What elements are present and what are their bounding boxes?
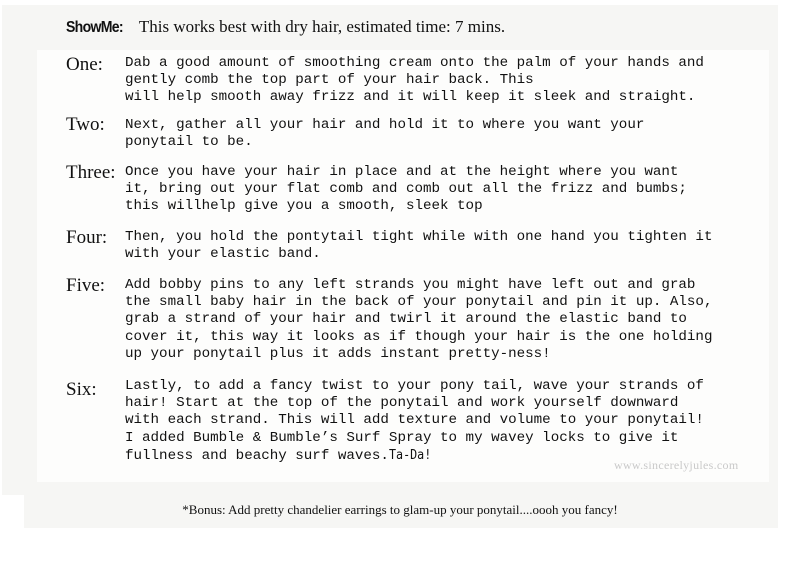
step-line: I added Bumble & Bumble’s Surf Spray to my wavey locks to give it	[125, 429, 679, 446]
step-six-text	[125, 378, 765, 465]
bonus-note: *Bonus: Add pretty chandelier earrings to glam-up your ponytail....oooh you fancy!	[182, 502, 618, 517]
step-line: will help smooth away frizz and it will keep it sleek and straight.	[125, 89, 696, 106]
step-five-label: Five:	[66, 275, 106, 296]
step-line: cover it, this way it looks as if though your hair is the one holding	[125, 328, 713, 345]
step-four-text	[125, 229, 765, 263]
step-line: Then, you hold the pontytail tight while with one hand you tighten it	[125, 229, 713, 245]
step-line: grab a strand of your hair and twirl it around the elastic band to	[125, 311, 687, 328]
step-six-label: Six:	[66, 379, 97, 400]
step-line: Lastly, to add a fancy twist to your pony tail, wave your strands of	[125, 378, 704, 394]
step-line: it, bring out your flat comb and comb out all the frizz and bumbs;	[125, 181, 687, 198]
step-two-text	[125, 117, 765, 151]
step-line: with each strand. This will add texture and volume to your ponytail!	[125, 412, 704, 429]
step-one-text	[125, 55, 765, 107]
step-two-label: Two:	[66, 114, 105, 135]
step-line: ponytail to be.	[125, 134, 253, 151]
step-line: this willhelp give you a smooth, sleek top	[125, 198, 483, 215]
step-three-text	[125, 164, 765, 216]
step-line: the small baby hair in the back of your ponytail and pin it up. Also,	[125, 294, 713, 311]
step-line: Next, gather all your hair and hold it to where you want your	[125, 117, 645, 133]
step-line: hair! Start at the top of the ponytail and work yourself downward	[125, 395, 679, 412]
step-line: up your ponytail plus it adds instant pretty-ness!	[125, 345, 551, 362]
step-three-label: Three:	[66, 162, 116, 183]
watermark: www.sincerelyjules.com	[614, 458, 739, 472]
step-line: Once you have your hair in place and at the height where you want	[125, 164, 679, 180]
header	[66, 17, 505, 37]
header-note: This works best with dry hair, estimated time: 7 mins.	[138, 17, 506, 36]
step-four-label: Four:	[66, 227, 108, 248]
step-five-text	[125, 277, 765, 363]
step-line: fullness and beachy surf waves.	[125, 447, 389, 464]
step-one-label: One:	[66, 54, 103, 75]
tada-signoff: Ta-Da!	[388, 447, 432, 463]
step-line: Add bobby pins to any left strands you might have left out and grab	[125, 277, 696, 293]
step-line: with your elastic band.	[125, 246, 321, 263]
step-line: Dab a good amount of smoothing cream onto the palm of your hands and	[125, 55, 704, 71]
step-line: gently comb the top part of your hair back. This	[125, 72, 534, 89]
brand-label: ShowMe:	[66, 19, 123, 36]
